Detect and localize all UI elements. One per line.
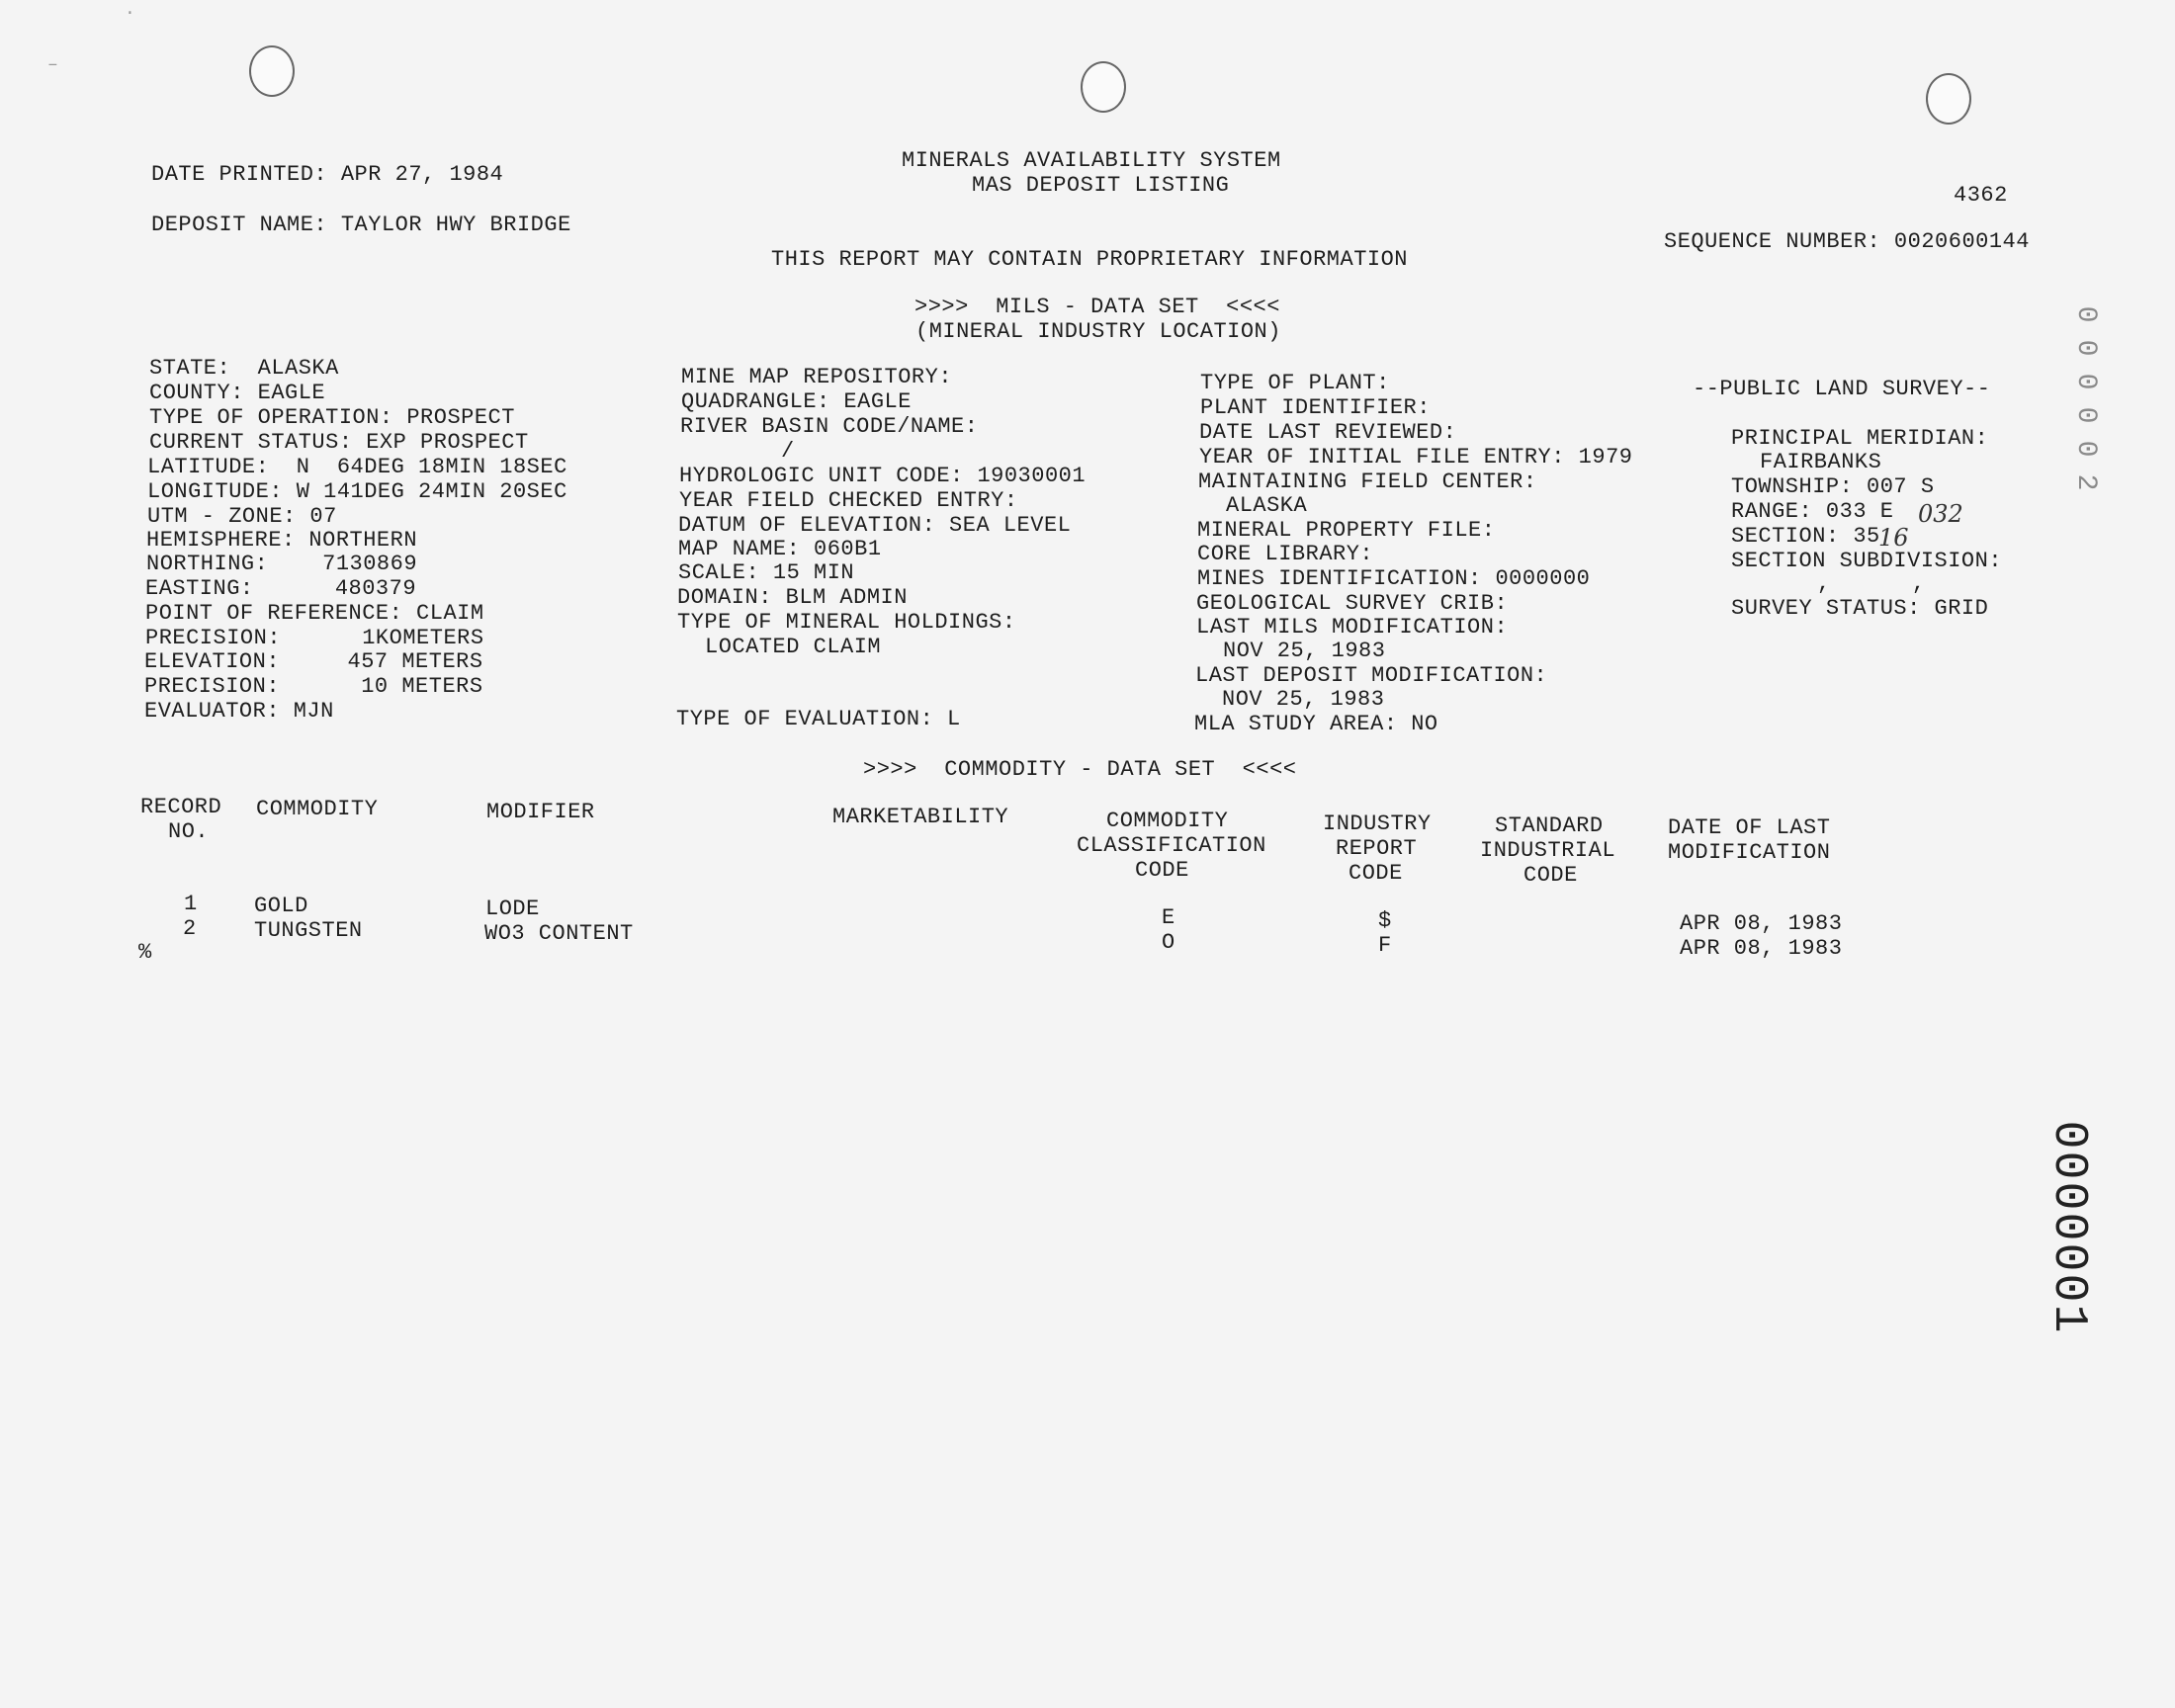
scale-field: SCALE: 15 MIN [678, 560, 855, 585]
header-classification-3: CODE [1135, 858, 1189, 883]
maintaining-field-center-field: MAINTAINING FIELD CENTER: [1198, 470, 1537, 494]
header-commodity: COMMODITY [256, 797, 379, 821]
northing-field: NORTHING: 7130869 [146, 552, 418, 576]
field-center-value: ALASKA [1226, 493, 1308, 518]
section-subdivision-field: SECTION SUBDIVISION: [1731, 549, 2003, 573]
core-library-field: CORE LIBRARY: [1197, 542, 1374, 566]
type-of-operation-field: TYPE OF OPERATION: PROSPECT [149, 405, 515, 430]
faint-stamp-digit: 0 [2070, 305, 2101, 323]
faint-stamp-digit: 0 [2070, 339, 2101, 357]
commodity-title: >>>> COMMODITY - DATA SET <<<< [863, 757, 1297, 782]
end-of-record-mark: % [138, 940, 152, 965]
faint-stamp-digit: 0 [2070, 373, 2101, 390]
stamp-digit: 0 [2042, 1242, 2095, 1272]
punch-hole-center [1081, 61, 1126, 113]
header-industry-1: INDUSTRY [1323, 811, 1432, 836]
mines-identification-field: MINES IDENTIFICATION: 0000000 [1197, 566, 1591, 591]
header-classification-1: COMMODITY [1106, 809, 1229, 833]
row2-commodity: TUNGSTEN [254, 918, 363, 943]
page-number: 4362 [1954, 183, 2008, 208]
row1-classification: E [1162, 905, 1175, 930]
longitude-field: LONGITUDE: W 141DEG 24MIN 20SEC [147, 479, 567, 504]
header-sic-2: INDUSTRIAL [1480, 838, 1616, 863]
row1-modifier: LODE [485, 897, 540, 921]
elevation-field: ELEVATION: 457 METERS [144, 649, 483, 674]
mils-title: >>>> MILS - DATA SET <<<< [914, 295, 1280, 319]
stamp-digit: 0 [2042, 1120, 2095, 1150]
faint-stamp-digit: 0 [2070, 406, 2101, 424]
county-field: COUNTY: EAGLE [149, 381, 326, 405]
faint-stamp-digit: 0 [2070, 440, 2101, 458]
domain-field: DOMAIN: BLM ADMIN [677, 585, 908, 610]
precision-field: PRECISION: 1KOMETERS [145, 626, 484, 650]
mils-subtitle: (MINERAL INDUSTRY LOCATION) [915, 319, 1281, 344]
header-modifier: MODIFIER [486, 800, 595, 824]
last-deposit-modification-field: LAST DEPOSIT MODIFICATION: [1195, 663, 1548, 688]
stamp-digit: 0 [2042, 1151, 2095, 1180]
mla-study-area-field: MLA STUDY AREA: NO [1194, 712, 1438, 736]
quadrangle-field: QUADRANGLE: EAGLE [681, 389, 912, 414]
row2-classification: O [1162, 930, 1175, 955]
system-title: MINERALS AVAILABILITY SYSTEM [902, 148, 1281, 173]
listing-title: MAS DEPOSIT LISTING [972, 173, 1230, 198]
year-initial-entry-field: YEAR OF INITIAL FILE ENTRY: 1979 [1199, 445, 1633, 470]
geological-survey-crib-field: GEOLOGICAL SURVEY CRIB: [1196, 591, 1509, 616]
stamp-digit: 0 [2042, 1181, 2095, 1211]
row1-commodity: GOLD [254, 894, 308, 918]
punch-hole-right [1926, 73, 1971, 125]
map-name-field: MAP NAME: 060B1 [678, 537, 882, 561]
header-industry-2: REPORT [1336, 836, 1418, 861]
row2-industry-code: F [1378, 933, 1392, 958]
faint-stamp-digit: 2 [2070, 473, 2101, 491]
section-field: SECTION: 35 [1731, 524, 1880, 549]
last-deposit-date: NOV 25, 1983 [1222, 687, 1385, 712]
last-mils-modification-field: LAST MILS MODIFICATION: [1196, 615, 1509, 640]
header-marketability: MARKETABILITY [832, 805, 1009, 829]
survey-status-field: SURVEY STATUS: GRID [1731, 596, 1989, 621]
stamp-digit: 0 [2042, 1273, 2095, 1303]
header-classification-2: CLASSIFICATION [1077, 833, 1266, 858]
mineral-holdings-value: LOCATED CLAIM [705, 635, 882, 659]
stamp-digit: 1 [2042, 1304, 2095, 1333]
river-basin-value: / [781, 439, 795, 464]
mineral-holdings-field: TYPE OF MINERAL HOLDINGS: [677, 610, 1016, 635]
faint-vertical-stamp [2070, 300, 2100, 508]
hydrologic-unit-code-field: HYDROLOGIC UNIT CODE: 19030001 [679, 464, 1087, 488]
scan-speck: · [125, 4, 135, 24]
sequence-number: SEQUENCE NUMBER: 0020600144 [1664, 229, 2030, 254]
row1-industry-code: $ [1378, 908, 1392, 933]
elevation-precision-field: PRECISION: 10 METERS [144, 674, 483, 699]
type-of-plant-field: TYPE OF PLANT: [1200, 371, 1390, 395]
row2-no: 2 [183, 916, 197, 941]
header-date-2: MODIFICATION [1668, 840, 1831, 865]
point-of-reference-field: POINT OF REFERENCE: CLAIM [145, 601, 484, 626]
date-printed: DATE PRINTED: APR 27, 1984 [151, 162, 504, 187]
range-field: RANGE: 033 E [1731, 499, 1894, 524]
mineral-property-file-field: MINERAL PROPERTY FILE: [1197, 518, 1496, 543]
row1-no: 1 [184, 892, 198, 916]
section-handwritten-note: 16 [1878, 524, 1909, 552]
evaluator-field: EVALUATOR: MJN [144, 699, 334, 724]
section-subdivision-value: , , [1817, 571, 1926, 596]
vertical-stamp-number [2039, 1111, 2098, 1333]
date-last-reviewed-field: DATE LAST REVIEWED: [1199, 420, 1457, 445]
type-of-evaluation-field: TYPE OF EVALUATION: L [676, 707, 961, 731]
header-sic-3: CODE [1523, 863, 1578, 888]
public-land-survey-heading: --PUBLIC LAND SURVEY-- [1693, 377, 1991, 401]
header-record-no: NO. [168, 819, 210, 844]
year-field-checked-field: YEAR FIELD CHECKED ENTRY: [679, 488, 1018, 513]
easting-field: EASTING: 480379 [145, 576, 417, 601]
header-industry-3: CODE [1348, 861, 1403, 886]
hemisphere-field: HEMISPHERE: NORTHERN [146, 528, 418, 553]
datum-of-elevation-field: DATUM OF ELEVATION: SEA LEVEL [678, 513, 1072, 538]
township-field: TOWNSHIP: 007 S [1731, 474, 1935, 499]
row1-date: APR 08, 1983 [1680, 911, 1843, 936]
river-basin-field: RIVER BASIN CODE/NAME: [680, 414, 979, 439]
utm-zone-field: UTM - ZONE: 07 [147, 504, 337, 529]
range-handwritten-note: 032 [1918, 500, 1963, 528]
last-mils-date: NOV 25, 1983 [1223, 639, 1386, 663]
state-field: STATE: ALASKA [149, 356, 339, 381]
deposit-name: DEPOSIT NAME: TAYLOR HWY BRIDGE [151, 213, 571, 237]
mine-map-repository-field: MINE MAP REPOSITORY: [681, 365, 953, 389]
proprietary-notice: THIS REPORT MAY CONTAIN PROPRIETARY INFORMATION [771, 247, 1409, 272]
current-status-field: CURRENT STATUS: EXP PROSPECT [149, 430, 529, 455]
meridian-value: FAIRBANKS [1760, 450, 1882, 474]
header-sic-1: STANDARD [1495, 813, 1604, 838]
plant-identifier-field: PLANT IDENTIFIER: [1200, 395, 1431, 420]
stamp-digit: 0 [2042, 1212, 2095, 1241]
header-date-1: DATE OF LAST [1668, 815, 1831, 840]
scan-speck: – [47, 55, 58, 75]
header-record: RECORD [140, 795, 222, 819]
latitude-field: LATITUDE: N 64DEG 18MIN 18SEC [147, 455, 567, 479]
row2-modifier: WO3 CONTENT [484, 921, 634, 946]
principal-meridian-field: PRINCIPAL MERIDIAN: [1731, 426, 1989, 451]
row2-date: APR 08, 1983 [1680, 936, 1843, 961]
punch-hole-left [249, 45, 295, 97]
